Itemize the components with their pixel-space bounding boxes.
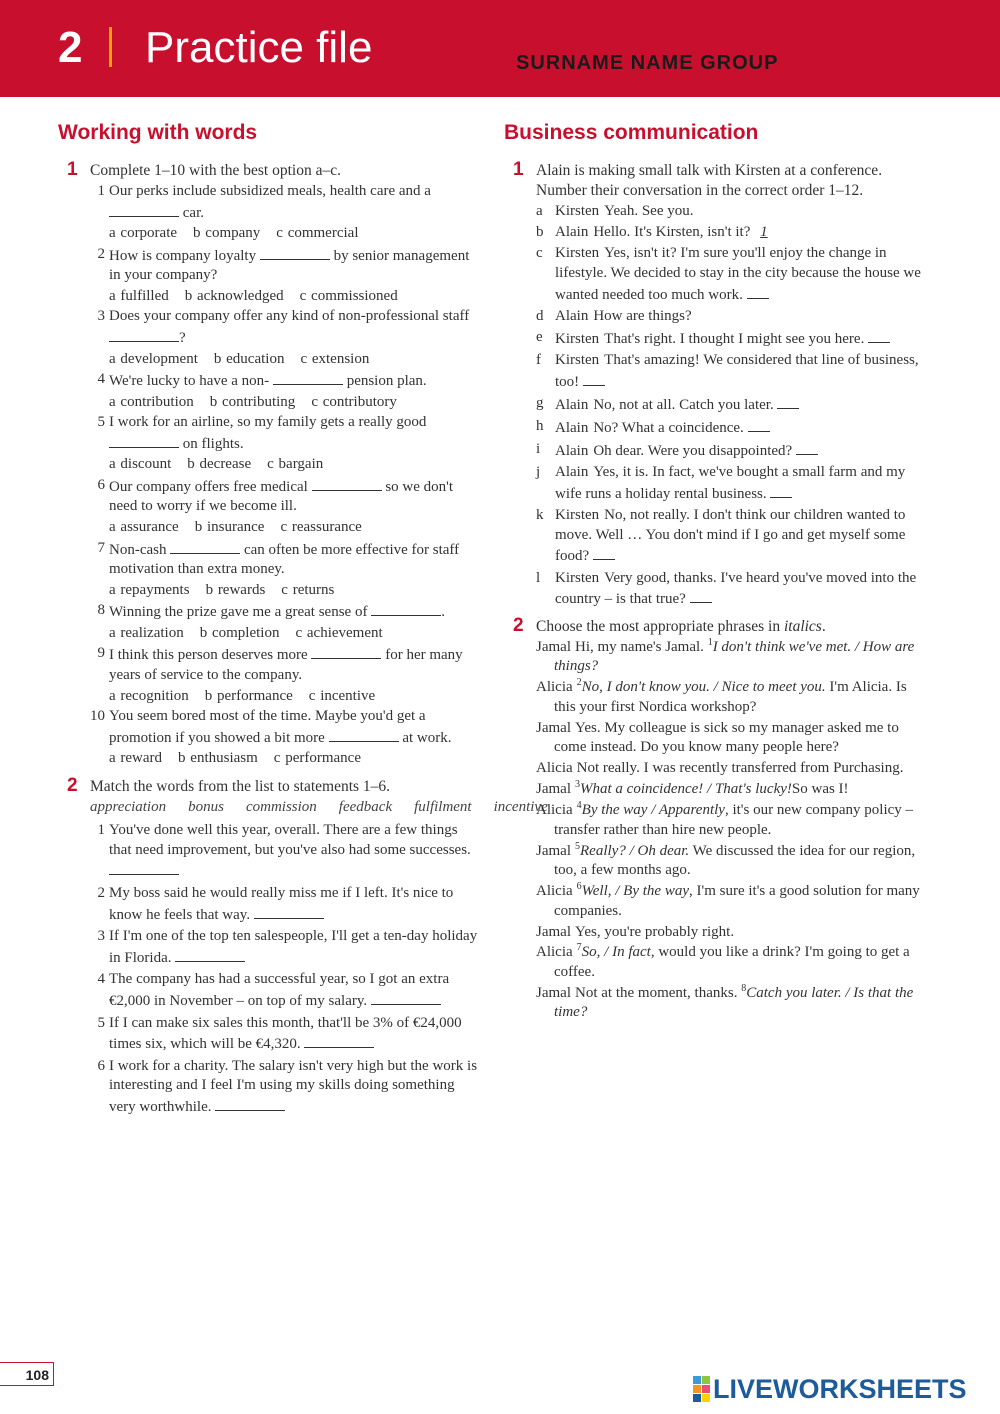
option-row — [90, 454, 478, 476]
line-body — [555, 440, 924, 462]
page-header — [0, 0, 1000, 97]
exercise-number: 1 — [67, 159, 78, 180]
speaker: Alain — [555, 420, 589, 437]
option[interactable]: a assurance — [109, 519, 179, 536]
conversation-list — [536, 202, 924, 610]
answer-blank[interactable] — [109, 860, 179, 875]
option[interactable]: a development — [109, 350, 198, 367]
question-text-after: so we don't need to worry if we become ill. — [109, 478, 454, 515]
word-option: fulfilment — [414, 798, 472, 815]
exercise-2-communication — [504, 614, 924, 1023]
conversation-line — [536, 202, 924, 222]
answer-blank[interactable] — [329, 727, 399, 742]
statement-text: If I can make six sales this month, that'll be 3% of €24,000 times six, which will be €4,320. — [109, 1014, 462, 1053]
option-row — [90, 748, 478, 770]
choice-number: 7 — [576, 942, 582, 954]
conversation-line — [536, 506, 924, 567]
dialogue-line — [536, 801, 924, 840]
answer-blank[interactable] — [690, 588, 712, 603]
line-body — [555, 307, 924, 327]
phrase-choice[interactable]: By the way / Apparently — [581, 802, 725, 819]
speaker: Kirsten — [555, 569, 600, 586]
line-text: Yeah. See you. — [604, 203, 694, 219]
speaker: Jamal — [536, 842, 571, 859]
question-text-after: can often be more effective for staff motivation than extra money. — [109, 541, 460, 578]
statement-item — [90, 884, 478, 925]
phrase-choice[interactable]: Catch you later. / Is that the time? — [554, 984, 914, 1021]
word-option: bonus — [188, 798, 224, 815]
option[interactable]: a reward — [109, 750, 163, 767]
speaker: Jamal — [536, 719, 571, 736]
phrase-choice[interactable]: Well, / By the way — [581, 883, 689, 900]
statement-item — [90, 970, 478, 1011]
answer-blank[interactable] — [254, 904, 324, 919]
line-letter: f — [536, 352, 541, 369]
statement-item — [90, 821, 478, 882]
conversation-line — [536, 569, 924, 610]
exercise-number: 2 — [67, 774, 78, 796]
question-item — [90, 707, 478, 748]
dialogue-text-after: We discussed the idea for our region, too, a few months ago. — [554, 842, 916, 879]
question-text-after: ? — [179, 329, 186, 346]
statement-number: 6 — [97, 1057, 105, 1074]
option[interactable]: b acknowledged — [184, 287, 284, 304]
line-body — [555, 506, 924, 567]
student-fields: SURNAME NAME GROUP — [516, 52, 779, 74]
word-option: incentive — [493, 798, 548, 815]
line-body — [555, 463, 924, 504]
phrase-choice[interactable]: I don't think we've met. / How are things? — [554, 638, 915, 675]
option[interactable]: c achievement — [295, 624, 383, 641]
page-title: Practice file — [145, 23, 373, 72]
question-item — [90, 245, 478, 286]
speaker: Alain — [555, 396, 589, 413]
line-text: That's amazing! We considered that line of business, too! — [555, 352, 919, 390]
answer-blank[interactable] — [583, 371, 605, 386]
dialogue-text: Hi, my name's Jamal. — [575, 638, 704, 655]
option[interactable]: c bargain — [267, 456, 324, 473]
exercise-1-communication — [504, 161, 924, 610]
statement-text: My boss said he would really miss me if I left. It's nice to know he feels that way. — [109, 884, 454, 923]
conversation-line — [536, 394, 924, 416]
question-number: 7 — [97, 539, 105, 556]
option[interactable]: a recognition — [109, 687, 189, 704]
question-text-before: Does your company offer any kind of non-professional staff — [109, 308, 470, 325]
line-letter: a — [536, 203, 543, 219]
dialogue-line — [536, 719, 924, 758]
option[interactable]: b company — [193, 225, 261, 242]
question-text-before: You seem bored most of the time. Maybe you'd get a promotion if you showed a bit more — [109, 708, 426, 746]
dialogue-text: Yes. My colleague is sick so my manager asked me to come instead. Do you know many people here? — [554, 719, 899, 756]
question-text-after: pension plan. — [346, 373, 427, 390]
line-text: Yes, it is. In fact, we've bought a small farm and my wife runs a holiday rental business. — [555, 464, 906, 503]
dialogue — [536, 638, 924, 1023]
line-letter: d — [536, 307, 544, 324]
statement-item — [90, 1057, 478, 1118]
option[interactable]: c incentive — [308, 687, 376, 704]
question-number: 1 — [97, 183, 105, 199]
speaker: Kirsten — [555, 203, 600, 219]
liveworksheets-logo — [693, 1374, 967, 1404]
conversation-line — [536, 463, 924, 504]
right-column — [504, 118, 924, 1024]
answer-blank[interactable] — [170, 539, 240, 554]
speaker: Kirsten — [555, 330, 600, 347]
option[interactable]: a discount — [109, 456, 172, 473]
statement-item — [90, 1014, 478, 1055]
dialogue-text: Not really. I was recently transferred from Purchasing. — [576, 760, 904, 777]
option[interactable]: c performance — [273, 750, 361, 767]
statement-text: The company has had a successful year, so I got an extra €2,000 in November – on top of my salary. — [109, 971, 450, 1009]
conversation-line — [536, 351, 924, 392]
statement-number: 1 — [97, 822, 105, 839]
option[interactable]: b decrease — [187, 456, 252, 473]
speaker: Alicia — [536, 944, 573, 961]
question-text-before: We're lucky to have a non- — [109, 373, 270, 390]
line-body — [555, 417, 924, 439]
line-text: How are things? — [593, 307, 692, 324]
dialogue-text-after: , it's our new company policy – transfer rather than hire new people. — [554, 802, 914, 838]
question-item — [90, 182, 478, 223]
exercise-number: 2 — [513, 614, 524, 636]
option[interactable]: b contributing — [209, 393, 296, 410]
option-row — [90, 223, 478, 245]
option[interactable]: c contributory — [311, 393, 397, 410]
option-row — [90, 392, 478, 414]
line-text: No, not really. I don't think our children wanted to move. Well … You don't mind if I go and get myself some food? — [555, 507, 906, 565]
conversation-line — [536, 417, 924, 439]
question-number: 10 — [90, 708, 105, 724]
answer-blank[interactable] — [371, 990, 441, 1005]
choice-number: 3 — [575, 779, 580, 791]
answer-blank[interactable] — [777, 394, 799, 409]
exercise-instruction: Match the words from the list to statements 1–6. — [90, 777, 391, 795]
line-letter: g — [536, 394, 544, 411]
option[interactable]: b completion — [199, 624, 280, 641]
speaker: Alicia — [536, 679, 573, 696]
word-option: appreciation — [90, 798, 167, 815]
line-body — [555, 223, 924, 243]
question-number: 5 — [97, 414, 105, 431]
question-item — [90, 476, 478, 517]
statement-text: You've done well this year, overall. There are a few things that need improvement, but you've also had some successes. — [109, 822, 471, 858]
answer-blank[interactable] — [260, 245, 330, 260]
given-answer: 1 — [760, 224, 768, 241]
option[interactable]: a repayments — [109, 581, 190, 598]
speaker: Jamal — [536, 923, 571, 940]
question-number: 4 — [97, 371, 105, 388]
question-number: 3 — [97, 308, 105, 325]
question-text-after: for her many years of service to the company. — [109, 647, 463, 683]
header-divider — [109, 27, 112, 67]
statement-text: I work for a charity. The salary isn't very high but the work is interesting and I feel I'm using my skills doing something very worthwhile. — [109, 1057, 478, 1115]
statement-number: 4 — [97, 971, 105, 988]
line-letter: e — [536, 328, 543, 345]
statement-number: 5 — [97, 1014, 105, 1031]
answer-blank[interactable] — [593, 545, 615, 560]
speaker: Jamal — [536, 638, 571, 655]
speaker: Jamal — [536, 781, 571, 798]
question-text-after: by senior management in your company? — [109, 247, 470, 284]
line-body — [555, 244, 924, 305]
question-item — [90, 413, 478, 454]
exercise-number: 1 — [513, 159, 524, 180]
word-option: commission — [245, 798, 317, 815]
question-text-before: Our perks include subsidized meals, health care and a — [109, 183, 431, 199]
logo-text: LIVEWORKSHEETS — [713, 1373, 967, 1404]
line-text: Oh dear. Were you disappointed? — [593, 443, 793, 460]
line-letter: h — [536, 418, 544, 435]
section-title-working-with-words: Working with words — [58, 121, 258, 144]
answer-blank[interactable] — [770, 483, 792, 498]
exercise-2-words — [58, 774, 548, 1118]
option[interactable]: b enthusiasm — [178, 750, 258, 767]
statement-number: 3 — [97, 928, 105, 945]
line-letter: k — [536, 507, 544, 524]
line-text: That's right. I thought I might see you here. — [604, 330, 865, 347]
answer-blank[interactable] — [796, 440, 818, 455]
dialogue-text-after: So was I! — [791, 781, 849, 798]
dialogue-text-after: , I'm sure it's a good solution for many companies. — [554, 883, 920, 919]
line-letter: l — [536, 569, 541, 586]
answer-blank[interactable] — [868, 328, 890, 343]
line-body — [555, 569, 924, 610]
question-text-before: How is company loyalty — [109, 247, 257, 264]
dialogue-line — [536, 780, 924, 800]
answer-blank[interactable] — [371, 601, 441, 616]
line-letter: j — [536, 464, 541, 481]
speaker: Alicia — [536, 760, 573, 777]
option[interactable]: a corporate — [109, 225, 178, 242]
option-row — [90, 623, 478, 645]
speaker: Alicia — [536, 883, 573, 900]
speaker: Kirsten — [555, 352, 600, 369]
question-text-after: . — [441, 604, 445, 621]
option[interactable]: b insurance — [194, 519, 265, 536]
option[interactable]: b education — [213, 350, 285, 367]
line-text: No, not at all. Catch you later. — [593, 396, 774, 413]
choice-number: 5 — [575, 840, 580, 852]
line-text: Hello. It's Kirsten, isn't it? — [593, 224, 751, 241]
line-text: Yes, isn't it? I'm sure you'll enjoy the change in lifestyle. We decided to stay in the city because the house we wanted needed too much work. — [555, 245, 921, 303]
question-item — [90, 370, 478, 392]
question-number: 9 — [97, 645, 105, 662]
phrase-choice[interactable]: So, / In fact — [581, 944, 651, 961]
question-number: 6 — [97, 476, 105, 493]
option-row — [90, 349, 478, 371]
line-letter: i — [536, 441, 541, 458]
answer-blank[interactable] — [304, 1033, 374, 1048]
speaker: Alicia — [536, 802, 573, 819]
dialogue-line — [536, 923, 924, 943]
speaker: Alain — [555, 307, 589, 324]
phrase-choice[interactable]: No, I don't know you. / Nice to meet you. — [581, 679, 826, 696]
question-item — [90, 644, 478, 685]
statement-list — [90, 821, 478, 1117]
option[interactable]: c returns — [281, 581, 335, 598]
statement-text: If I'm one of the top ten salespeople, I'll get a ten-day holiday in Florida. — [109, 928, 478, 966]
speaker: Alain — [555, 464, 589, 481]
question-list — [90, 182, 478, 770]
word-option: feedback — [338, 798, 393, 815]
line-letter: c — [536, 245, 543, 262]
speaker: Jamal — [536, 984, 571, 1001]
unit-number: 2 — [58, 23, 83, 72]
dialogue-line — [536, 984, 924, 1023]
question-item — [90, 539, 478, 580]
line-body — [555, 394, 924, 416]
question-text-before: Winning the prize gave me a great sense of — [109, 604, 368, 621]
dialogue-line — [536, 882, 924, 921]
question-number: 8 — [97, 602, 105, 619]
exercise-instruction: Complete 1–10 with the best option a–c. — [90, 162, 341, 179]
conversation-line — [536, 307, 924, 327]
question-text-before: Our company offers free medical — [109, 478, 308, 495]
option-row — [90, 686, 478, 708]
option[interactable]: c commercial — [276, 225, 359, 242]
option[interactable]: c commissioned — [299, 287, 398, 304]
speaker: Kirsten — [555, 245, 600, 262]
option-row — [90, 580, 478, 602]
option[interactable]: b rewards — [205, 581, 266, 598]
conversation-line — [536, 244, 924, 305]
dialogue-text-after: I'm Alicia. Is this your first Nordica workshop? — [554, 679, 907, 715]
question-text-before: I work for an airline, so my family gets a really good — [109, 414, 427, 431]
choice-number: 4 — [576, 800, 582, 812]
dialogue-line — [536, 943, 924, 982]
line-body — [555, 328, 924, 350]
left-column — [58, 118, 548, 1120]
answer-blank[interactable] — [312, 476, 382, 491]
dialogue-line — [536, 842, 924, 881]
question-item — [90, 601, 478, 623]
line-body — [555, 351, 924, 392]
conversation-line — [536, 328, 924, 350]
speaker: Kirsten — [555, 507, 600, 524]
speaker: Alain — [555, 443, 589, 460]
answer-blank[interactable] — [311, 644, 381, 659]
answer-blank[interactable] — [215, 1096, 285, 1111]
phrase-choice[interactable]: What a coincidence! / That's lucky! — [580, 781, 792, 798]
option[interactable]: b performance — [204, 687, 293, 704]
question-text-after: car. — [182, 204, 204, 221]
option[interactable]: a realization — [109, 624, 184, 641]
choice-number: 1 — [707, 636, 713, 648]
choice-number: 2 — [576, 677, 582, 689]
exercise-instruction: Choose the most appropriate phrases in italics. — [536, 617, 826, 635]
answer-blank[interactable] — [109, 327, 179, 342]
answer-blank[interactable] — [273, 370, 343, 385]
section-title-business-communication: Business communication — [504, 121, 759, 144]
conversation-line — [536, 223, 924, 243]
dialogue-line — [536, 638, 924, 677]
word-list — [90, 798, 548, 818]
option-row — [90, 286, 478, 308]
line-text: Very good, thanks. I've heard you've moved into the country – is that true? — [555, 569, 917, 608]
answer-blank[interactable] — [109, 433, 179, 448]
line-letter: b — [536, 224, 544, 241]
question-text-before: I think this person deserves more — [109, 647, 308, 664]
question-text-after: on flights. — [182, 435, 244, 452]
answer-blank[interactable] — [747, 284, 769, 299]
option[interactable]: a contribution — [109, 393, 194, 410]
logo-icon — [693, 1376, 710, 1402]
page-number: 108 — [0, 1362, 54, 1386]
dialogue-text: Not at the moment, thanks. — [575, 984, 738, 1001]
dialogue-line — [536, 678, 924, 717]
question-text-before: Non-cash — [109, 541, 167, 558]
conversation-line — [536, 440, 924, 462]
dialogue-text: Yes, you're probably right. — [575, 923, 735, 940]
speaker: Alain — [555, 224, 589, 241]
answer-blank[interactable] — [175, 947, 245, 962]
exercise-instruction: Alain is making small talk with Kirsten at a conference. Number their conversation in the correct order 1–12. — [536, 162, 883, 199]
option-row — [90, 517, 478, 539]
line-body — [555, 202, 924, 222]
exercise-1-words — [58, 161, 478, 770]
option[interactable]: c extension — [300, 350, 370, 367]
option[interactable]: a fulfilled — [109, 287, 169, 304]
statement-number: 2 — [97, 884, 105, 901]
choice-number: 6 — [576, 881, 582, 893]
question-number: 2 — [97, 245, 105, 262]
dialogue-text-after: , would you like a drink? I'm going to get a coffee. — [554, 944, 910, 980]
phrase-choice[interactable]: Really? / Oh dear. — [580, 842, 690, 859]
question-item — [90, 307, 478, 348]
choice-number: 8 — [741, 982, 747, 994]
dialogue-line — [536, 759, 924, 779]
option[interactable]: c reassurance — [280, 519, 362, 536]
answer-blank[interactable] — [109, 202, 179, 217]
line-text: No? What a coincidence. — [593, 420, 744, 437]
question-text-after: at work. — [402, 729, 452, 746]
answer-blank[interactable] — [748, 417, 770, 432]
statement-item — [90, 927, 478, 968]
